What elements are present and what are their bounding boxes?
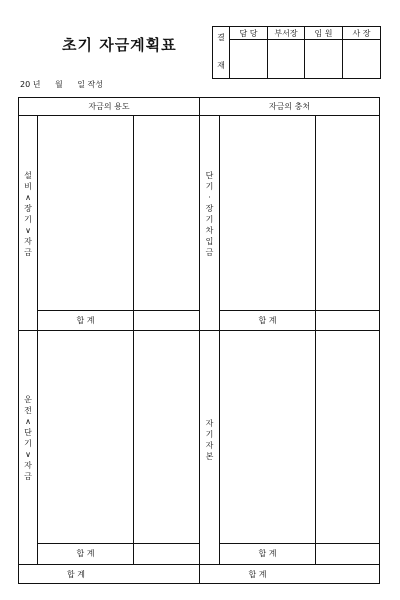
grand-total-source: 합 계	[248, 570, 267, 579]
subtotal-usage-bottom: 합 계	[76, 549, 95, 558]
date-year: 20 년	[20, 80, 41, 89]
subtotal-source-bottom: 합 계	[258, 549, 277, 558]
approval-side-label-1: 결	[217, 33, 225, 42]
header-fund-source: 자금의 충처	[268, 102, 311, 111]
date-line	[20, 79, 115, 90]
approval-side-label-2: 재	[217, 61, 225, 70]
subtotal-source-top: 합 계	[258, 316, 277, 325]
label-equity-capital: 자 기 자 본	[205, 419, 214, 461]
label-operating-short-term-funds: 운 전 ∧ 단 기 ∨ 자 금	[24, 395, 32, 481]
label-facility-long-term-funds: 설 비 ∧ 장 기 ∨ 자 금	[24, 171, 32, 257]
document-title: 초기 자금계획표	[62, 36, 177, 54]
grand-total-usage: 합 계	[67, 570, 85, 579]
subtotal-usage-top: 합 계	[76, 316, 95, 325]
header-fund-usage: 자금의 용도	[88, 102, 130, 111]
date-month: 월	[55, 80, 63, 89]
label-short-long-term-loans: 단 기 · 장 기 차 입 금	[205, 171, 214, 257]
approval-role-staff: 담 당	[239, 29, 258, 38]
approval-role-executive: 임 원	[314, 29, 333, 38]
approval-role-president: 사 장	[352, 29, 371, 38]
date-day: 일 작성	[77, 80, 104, 89]
approval-role-dept-head: 부서장	[274, 29, 298, 38]
